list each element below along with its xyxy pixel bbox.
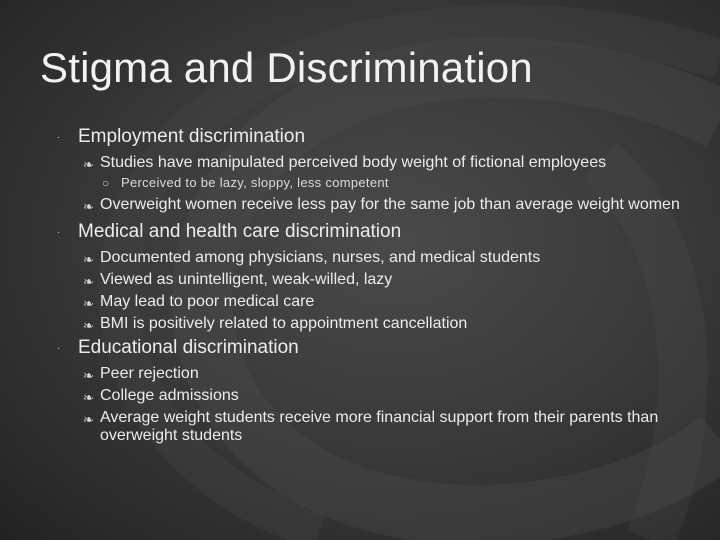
list-item-text: Overweight women receive less pay for the same job than average weight women bbox=[100, 196, 680, 213]
section-heading-text: Medical and health care discrimination bbox=[78, 221, 402, 242]
bullet-dot-icon: · bbox=[57, 227, 61, 238]
list-item-text: Peer rejection bbox=[100, 365, 199, 382]
leaf-bullet-icon: ❧ bbox=[83, 318, 94, 333]
list-item bbox=[50, 409, 690, 445]
list-item bbox=[50, 315, 690, 333]
leaf-bullet-icon: ❧ bbox=[83, 390, 94, 405]
section-heading-medical bbox=[50, 220, 690, 244]
section-heading-educational bbox=[50, 336, 690, 360]
section-heading-text: Employment discrimination bbox=[78, 126, 306, 147]
leaf-bullet-icon: ❧ bbox=[83, 199, 94, 214]
list-item bbox=[50, 154, 690, 172]
leaf-bullet-icon: ❧ bbox=[83, 252, 94, 267]
list-item-text: Studies have manipulated perceived body weight of fictional employees bbox=[100, 154, 607, 171]
list-item-text: Average weight students receive more financial support from their parents than overweight students bbox=[100, 409, 659, 444]
list-item-text: May lead to poor medical care bbox=[100, 293, 315, 310]
section-heading-text: Educational discrimination bbox=[78, 337, 299, 358]
circle-bullet-icon: ○ bbox=[102, 176, 110, 190]
sub-list-item-text: Perceived to be lazy, sloppy, less competent bbox=[121, 175, 389, 190]
leaf-bullet-icon: ❧ bbox=[83, 296, 94, 311]
list-item bbox=[50, 196, 690, 214]
list-item-text: Viewed as unintelligent, weak-willed, lazy bbox=[100, 271, 393, 288]
list-item bbox=[50, 249, 690, 267]
leaf-bullet-icon: ❧ bbox=[83, 274, 94, 289]
list-item-text: Documented among physicians, nurses, and medical students bbox=[100, 249, 541, 266]
list-item-text: College admissions bbox=[100, 387, 239, 404]
section-heading-employment bbox=[50, 125, 690, 149]
list-item bbox=[50, 365, 690, 383]
list-item bbox=[50, 271, 690, 289]
sub-list-item bbox=[50, 175, 690, 191]
list-item-text: BMI is positively related to appointment cancellation bbox=[100, 315, 468, 332]
bullet-dot-icon: · bbox=[57, 132, 61, 143]
leaf-bullet-icon: ❧ bbox=[83, 157, 94, 172]
slide-title: Stigma and Discrimination bbox=[40, 44, 533, 91]
slide-content bbox=[50, 125, 690, 445]
leaf-bullet-icon: ❧ bbox=[83, 368, 94, 383]
bullet-dot-icon: · bbox=[57, 343, 61, 354]
leaf-bullet-icon: ❧ bbox=[83, 412, 94, 427]
list-item bbox=[50, 387, 690, 405]
list-item bbox=[50, 293, 690, 311]
